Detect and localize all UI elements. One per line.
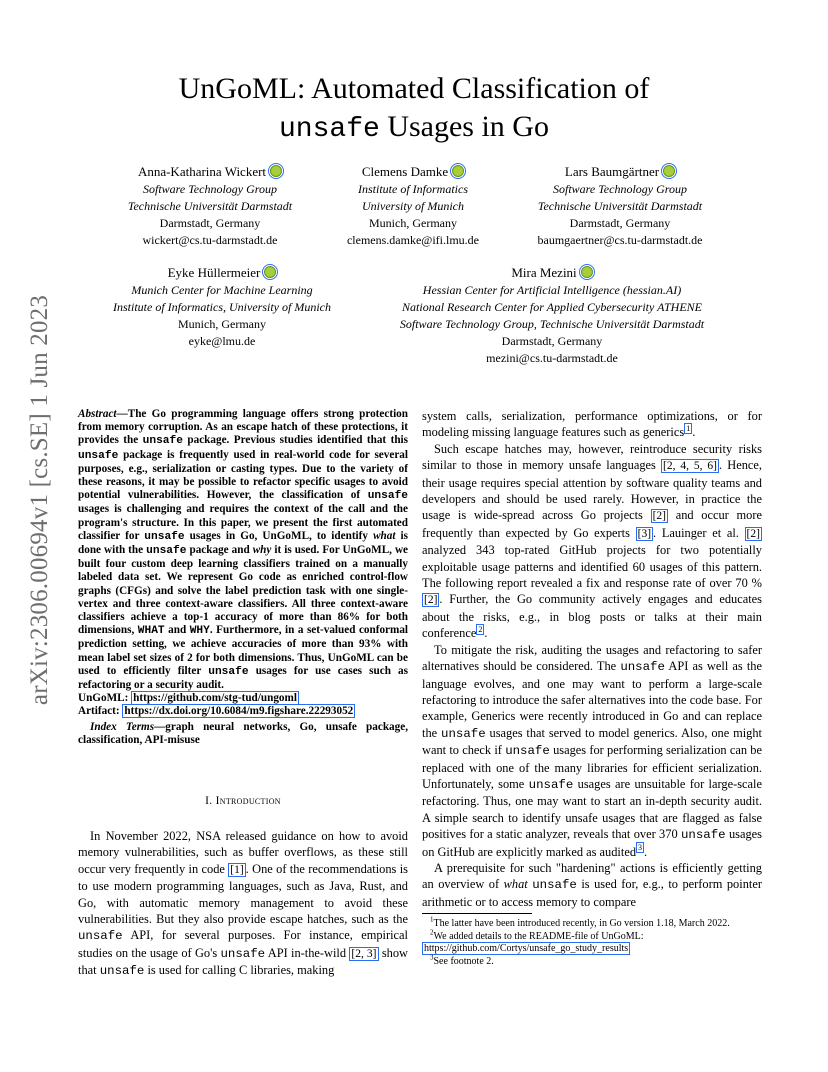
- footnote-3: $^3$See footnote 2.: [430, 953, 494, 967]
- code-unsafe: unsafe: [532, 878, 577, 893]
- author-location: Darmstadt, Germany: [501, 334, 603, 348]
- index-terms-label: Index Terms: [90, 720, 155, 733]
- arxiv-side-stamp: [20, 294, 60, 706]
- orcid-icon[interactable]: [452, 165, 464, 177]
- footnote-ref[interactable]: 2: [478, 625, 483, 635]
- author-affiliation: Munich Center for Machine Learning: [131, 283, 313, 297]
- artifact-doi-link[interactable]: https://dx.doi.org/10.6084/m9.figshare.22293052: [124, 705, 354, 718]
- citation-link[interactable]: [2]: [424, 594, 438, 607]
- section-number: I.: [205, 795, 213, 807]
- artifact-link-line: Artifact: https://dx.doi.org/10.6084/m9.figshare.22293052: [78, 705, 354, 718]
- author-affiliation: Software Technology Group: [143, 182, 277, 196]
- paragraph: Such escape hatches may, however, reintroduce security risks similar to those in memory unsafe languages [2, 4, 5, 6] . Hence, their usage requires special attention by software quality teams and developers and should be used rarely. However, in practice the usage is wide-spread across Go projects [2] and occur more frequently than expected by Go experts [3] . Lauinger et al. [2] analyzed 343 top-rated GitHub projects for two potentially exploitable usage patterns and identified 60 usages of this pattern. The following report revealed a fix and response rate of over 70 % [2] . Further, the Go community actively engages and educates about the risks, e.g., in blog posts or talks at their main conference $^2$ .: [422, 441, 762, 641]
- code-unsafe: unsafe: [99, 964, 145, 979]
- code-why: WHY: [189, 625, 210, 638]
- citation-link[interactable]: [2]: [652, 510, 666, 523]
- author-affiliation: Institute of Informatics: [358, 182, 468, 196]
- citation-link[interactable]: [1]: [230, 863, 244, 876]
- author-location: Munich, Germany: [369, 216, 457, 230]
- code-unsafe: unsafe: [441, 726, 486, 741]
- title-code-unsafe: unsafe: [279, 114, 380, 145]
- readme-link[interactable]: https://github.com/Cortys/unsafe_go_study_results: [424, 943, 629, 954]
- author-affiliation: University of Munich: [362, 199, 464, 213]
- author-block-2: [318, 163, 508, 249]
- footnote-2: $^2$We added details to the README-file of UnGoML: https://github.com/Cortys/unsafe_go_study_results: [424, 928, 644, 954]
- author-affiliation: Technische Universität Darmstadt: [537, 199, 703, 213]
- author-affiliation: Institute of Informatics, University of Munich: [113, 300, 331, 314]
- footnote-1: $^1$The latter have been introduced recently, in Go version 1.18, March 2022.: [430, 915, 730, 929]
- title-line-2: [0, 108, 828, 149]
- author-email: eyke@lmu.de: [188, 334, 256, 348]
- paragraph: system calls, serialization, performance optimizations, or for modeling missing language features such as generics $^1$ .: [422, 409, 762, 440]
- code-unsafe: unsafe: [367, 490, 409, 503]
- author-name: Anna-Katharina Wickert: [137, 164, 267, 179]
- arxiv-stamp-text: arXiv:2306.00694v1 [cs.SE] 1 Jun 2023: [26, 294, 53, 706]
- author-name: Clemens Damke: [361, 164, 449, 179]
- code-unsafe: unsafe: [220, 946, 266, 961]
- author-affiliation: Hessian Center for Artificial Intelligence (hessian.AI): [422, 283, 682, 297]
- author-affiliation: National Research Center for Applied Cybersecurity ATHENE: [402, 300, 702, 314]
- author-name: Lars Baumgärtner: [564, 164, 660, 179]
- footnotes: [422, 915, 762, 968]
- paragraph: To mitigate the risk, auditing the usages and refactoring to safer alternatives should be considered. The unsafe API as well as the language evolves, and one may want to perform a large-scale refactoring to introduce the safer alternatives into the code base. For example, Generics were recently introduced in Go and can replace the unsafe usages that served to model generics. Also, one might want to check if unsafe usages for performing serialization can be replaced with one of the many libraries for efficient serialization. Unfortunately, some unsafe usages are unsuitable for large-scale refactoring. Thus, one may want to start an in-depth security audit. A simple search to identify unsafe usages that are flagged as false positives for a static analyzer, reveals that over 370 unsafe usages on GitHub are explicitly marked as audited $^3$ .: [422, 642, 762, 859]
- index-terms: Index Terms—graph neural networks, Go, unsafe package, classification, API-misuse: [78, 720, 408, 746]
- section-heading: [78, 795, 408, 807]
- author-email: wickert@cs.tu-darmstadt.de: [142, 233, 278, 247]
- code-unsafe: unsafe: [208, 665, 249, 678]
- intro-paragraph: In November 2022, NSA released guidance on how to avoid memory vulnerabilities, such as buffer overflows, as these still occur very frequently in code [1] . One of the recommendations is to use modern programming languages, such as Java, Rust, and Go, with automatic memory management to avoid these vulnerabilities. But they also provide escape hatches, such as the unsafe API, for several purposes. For instance, empirical studies on the usage of Go's unsafe API in-the-wild [2, 3] show that unsafe is used for calling C libraries, making: [78, 829, 408, 979]
- author-block-4: [82, 264, 362, 350]
- ungoml-link-line: UnGoML: https://github.com/stg-tud/ungoml: [78, 692, 297, 705]
- section-title: Introduction: [215, 795, 281, 807]
- author-name: Mira Mezini: [511, 265, 577, 280]
- paragraph: A prerequisite for such "hardening" actions is efficiently getting an overview of what unsafe is used for, e.g., to perform pointer arithmetic or to access memory to compare: [422, 860, 762, 909]
- author-location: Darmstadt, Germany: [159, 216, 261, 230]
- orcid-icon[interactable]: [581, 266, 593, 278]
- author-email: mezini@cs.tu-darmstadt.de: [486, 351, 618, 365]
- citation-link[interactable]: [2]: [746, 527, 760, 540]
- author-location: Darmstadt, Germany: [569, 216, 671, 230]
- footnote-ref[interactable]: 3: [638, 843, 643, 853]
- abstract-label: Abstract: [78, 408, 117, 420]
- orcid-icon[interactable]: [264, 266, 276, 278]
- footnote-divider: [422, 913, 532, 914]
- orcid-icon[interactable]: [663, 165, 675, 177]
- code-unsafe: unsafe: [528, 777, 574, 792]
- author-block-5: [362, 264, 742, 367]
- title-line-2-rest: Usages in Go: [387, 110, 549, 143]
- code-unsafe: unsafe: [78, 929, 123, 944]
- author-block-1: [95, 163, 325, 249]
- abstract-body: Abstract—The Go programming language offers strong protection from memory corruption. As an escape hatch of these protections, it provides the unsafe package. Previous studies identified that this unsafe package is frequently used in real-world code for several purposes, e.g., serialization or casting types. Due to the variety of these reasons, it may be possible to refactor specific usages to avoid potential vulnerabilities. However, the classification of unsafe usages is challenging and requires the context of the call and the program's structure. In this paper, we present the first automated classifier for unsafe usages in Go, UnGoML, to identify what is done with the unsafe package and why it is used. For UnGoML, we built four custom deep learning classifiers trained on a manually labeled data set. We represent Go code as enriched control-flow graphs (CFGs) and solve the label prediction task with one single-vertex and three context-aware classifiers. All three context-aware classifiers achieve a top-1 accuracy of more than 86% for both dimensions, WHAT and WHY. Furthermore, in a set-valued conformal prediction setting, we achieve accuracies of more than 93% with mean label set sizes of 2 for both dimensions. Thus, UnGoML can be used to efficiently filter unsafe usages for use cases such as refactoring or a security audit.: [78, 408, 409, 692]
- abstract: [78, 408, 408, 747]
- code-unsafe: unsafe: [146, 545, 187, 558]
- author-location: Munich, Germany: [178, 317, 266, 331]
- code-unsafe: unsafe: [505, 744, 550, 759]
- orcid-icon[interactable]: [270, 165, 282, 177]
- paper-title: [0, 70, 828, 149]
- code-what: WHAT: [137, 625, 165, 638]
- author-affiliation: Technische Universität Darmstadt: [127, 199, 293, 213]
- ungoml-repo-link[interactable]: https://github.com/stg-tud/ungoml: [133, 692, 297, 705]
- footnote-ref[interactable]: 1: [686, 424, 691, 434]
- intro-left-column: [78, 828, 408, 980]
- author-affiliation: Software Technology Group: [553, 182, 687, 196]
- author-email: baumgaertner@cs.tu-darmstadt.de: [537, 233, 703, 247]
- author-block-3: [505, 163, 735, 249]
- code-unsafe: unsafe: [78, 449, 119, 462]
- citation-link[interactable]: [2, 4, 5, 6]: [662, 460, 718, 473]
- author-email: clemens.damke@ifi.lmu.de: [346, 233, 479, 247]
- code-unsafe: unsafe: [142, 435, 183, 448]
- code-unsafe: unsafe: [680, 828, 726, 843]
- citation-link[interactable]: [3]: [637, 527, 652, 540]
- right-column: [422, 408, 762, 910]
- title-line-1: UnGoML: Automated Classification of: [178, 72, 650, 105]
- citation-link[interactable]: [2, 3]: [351, 947, 377, 960]
- author-name: Eyke Hüllermeier: [167, 265, 261, 280]
- author-affiliation: Software Technology Group, Technische Universität Darmstadt: [399, 317, 705, 331]
- code-unsafe: unsafe: [620, 660, 665, 675]
- code-unsafe: unsafe: [144, 530, 185, 543]
